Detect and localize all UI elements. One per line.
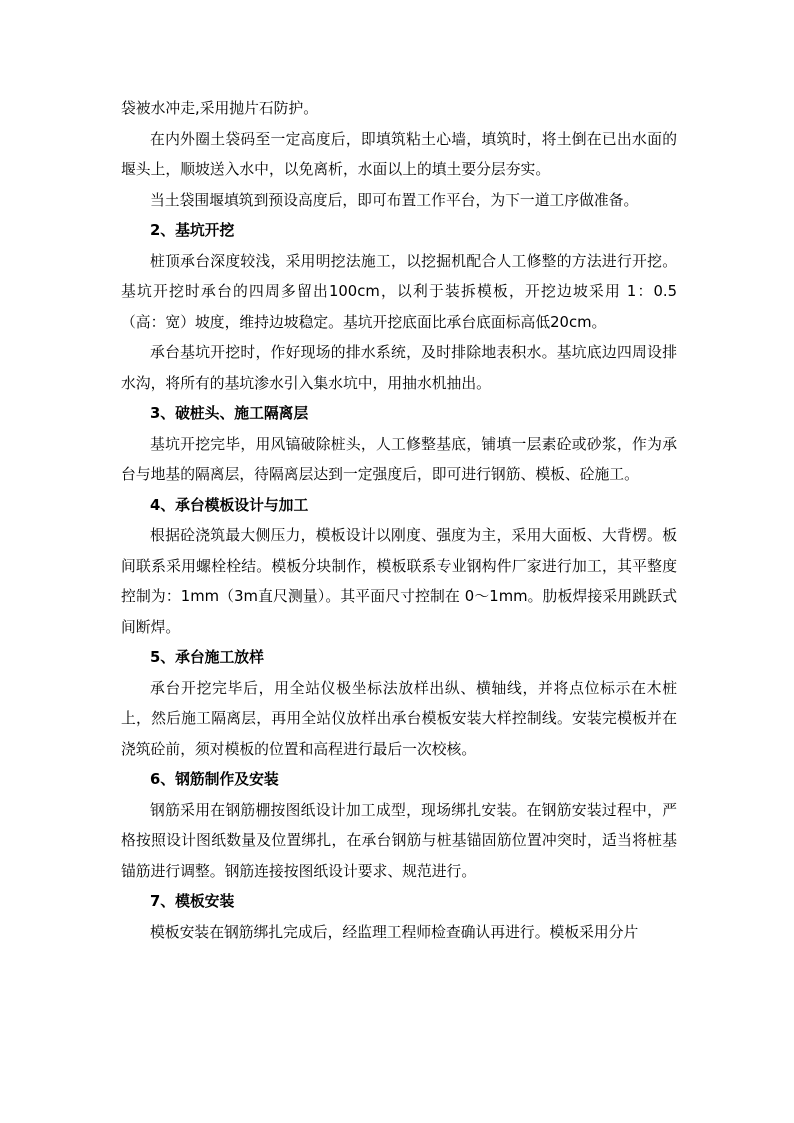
paragraph-text: 模板安装在钢筋绑扎完成后，经监理工程师检查确认再进行。模板采用分片	[150, 923, 639, 941]
section-heading: 3、破桩头、施工隔离层	[150, 405, 309, 422]
paragraph-text: 在内外圈土袋码至一定高度后，即填筑粘土心墙，填筑时，将土倒在已出水面的堰头上，顺坡送入水中，以免离析，水面以上的填土要分层夯实。	[121, 130, 677, 178]
paragraph-text: 当土袋围堰填筑到预设高度后，即可布置工作平台，为下一道工序做准备。	[150, 191, 639, 209]
paragraph-text: 钢筋采用在钢筋棚按图纸设计加工成型，现场绑扎安装。在钢筋安装过程中，严格按照设计图纸数量及位置绑扎，在承台钢筋与桩基锚固筋位置冲突时，适当将桩基锚筋进行调整。钢筋连接按图纸设计要求、规范进行。	[121, 801, 677, 880]
paragraph-text: 袋被水冲走,采用抛片石防护。	[121, 100, 319, 117]
section-heading: 6、钢筋制作及安装	[150, 771, 279, 788]
section-heading: 4、承台模板设计与加工	[150, 496, 309, 514]
section-heading: 7、模板安装	[150, 893, 235, 910]
paragraph-text: 基坑开挖完毕，用风镐破除桩头，人工修整基底，铺填一层素砼或砂浆，作为承台与地基的隔离层，待隔离层达到一定强度后，即可进行钢筋、模板、砼施工。	[121, 435, 677, 483]
section-heading: 2、基坑开挖	[150, 222, 235, 239]
paragraph-text: 承台基坑开挖时，作好现场的排水系统，及时排除地表积水。基坑底边四周设排水沟，将所有的基坑渗水引入集水坑中，用抽水机抽出。	[121, 344, 677, 392]
paragraph-text: 根据砼浇筑最大侧压力，模板设计以刚度、强度为主，采用大面板、大背楞。板间联系采用螺栓栓结。模板分块制作，模板联系专业钢构件厂家进行加工，其平整度控制为：1mm（3m直尺测量）。其平面尺寸控制在 0～1mm。肋板焊接采用跳跃式间断焊。	[121, 527, 677, 636]
paragraph-text: 桩顶承台深度较浅，采用明挖法施工，以挖掘机配合人工修整的方法进行开挖。基坑开挖时承台的四周多留出100cm，以利于装拆模板，开挖边坡采用 1：0.5（高：宽）坡度，维持边坡稳定。基坑开挖底面比承台底面标高低20cm。	[121, 252, 677, 331]
section-heading: 5、承台施工放样	[150, 649, 264, 666]
document-body	[121, 94, 677, 948]
paragraph-text: 承台开挖完毕后，用全站仪极坐标法放样出纵、横轴线，并将点位标示在木桩上，然后施工隔离层，再用全站仪放样出承台模板安装大样控制线。安装完模板并在浇筑砼前，须对模板的位置和高程进行最后一次校核。	[121, 679, 677, 758]
